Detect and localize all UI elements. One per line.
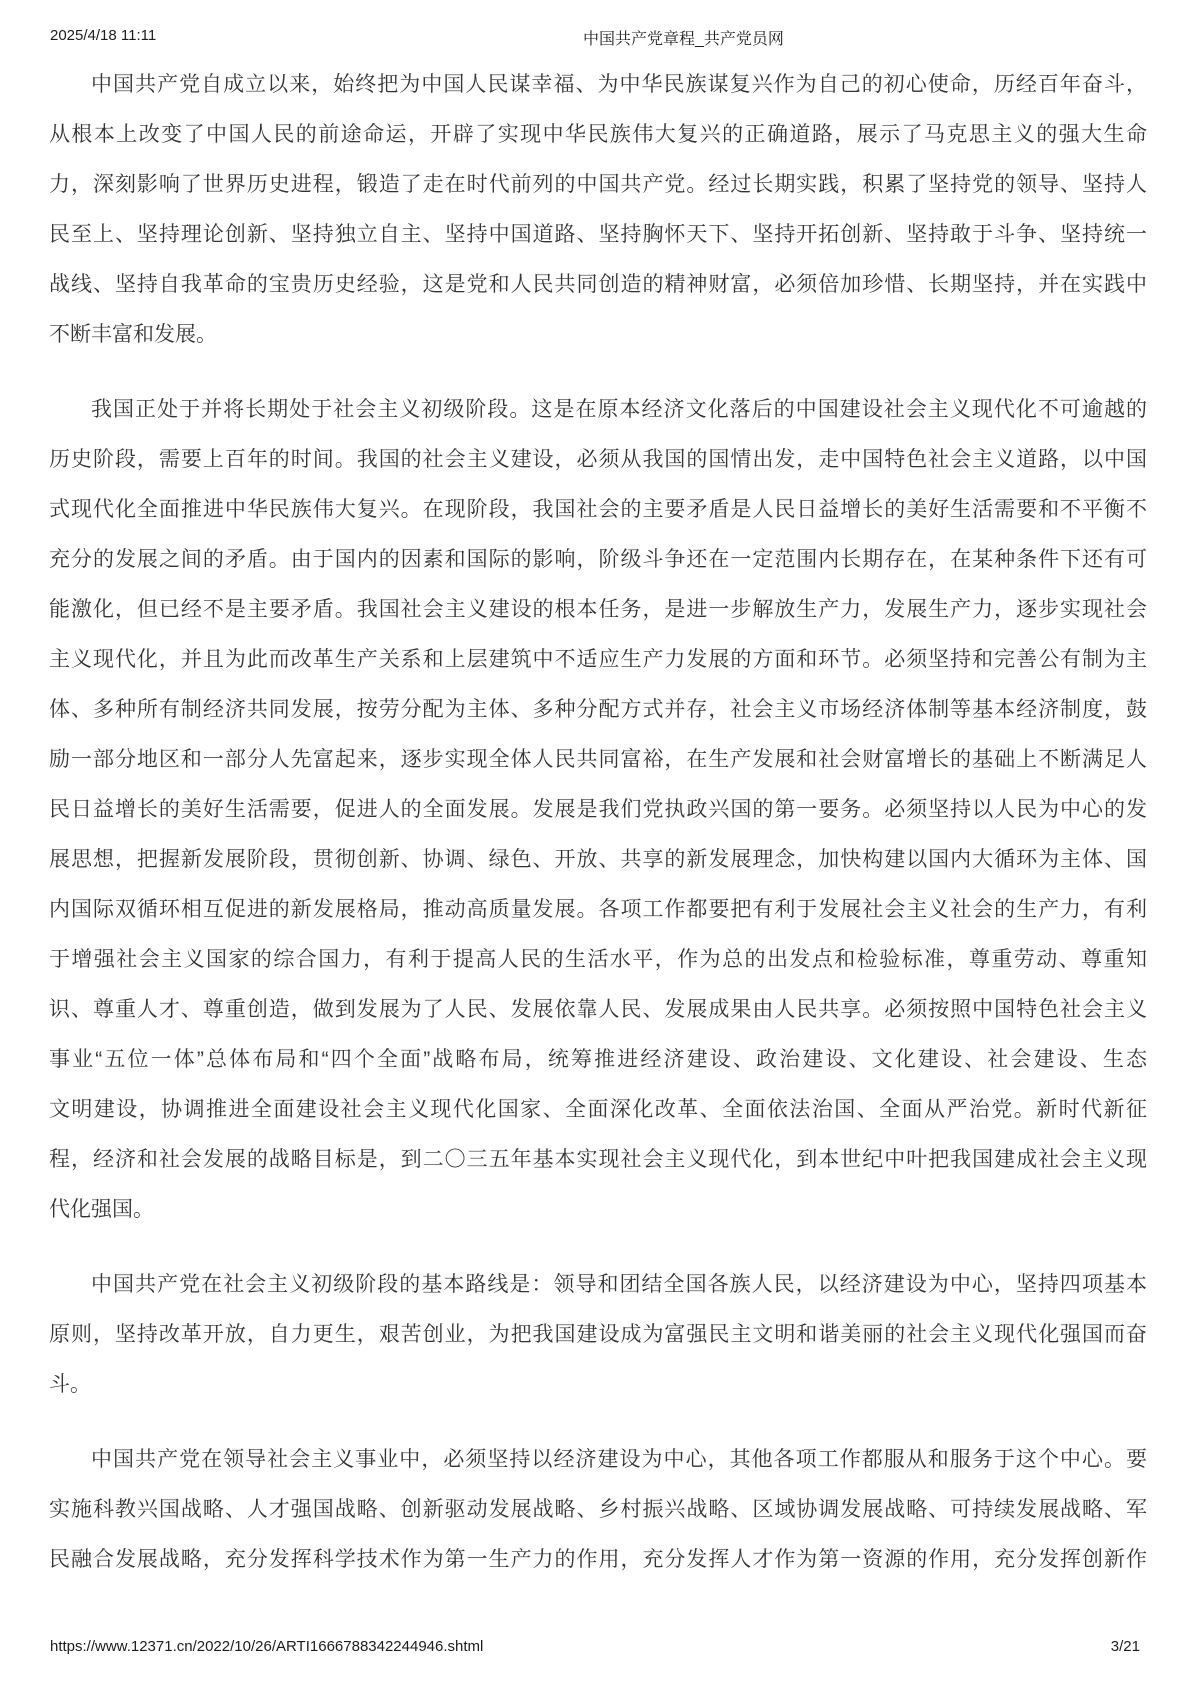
text-line: 内国际双循环相互促进的新发展格局，推动高质量发展。各项工作都要把有利于发展社会主义社会的生产力，有利 (49, 898, 1147, 921)
text-line: 事业“五位一体”总体布局和“四个全面”战略布局，统筹推进经济建设、政治建设、文化建设、社会建设、生态 (49, 1048, 1147, 1071)
paragraph (49, 60, 1147, 360)
text-line: 历史阶段，需要上百年的时间。我国的社会主义建设，必须从我国的国情出发，走中国特色社会主义道路，以中国 (49, 448, 1147, 471)
text-line: 于增强社会主义国家的综合国力，有利于提高人民的生活水平，作为总的出发点和检验标准，尊重劳动、尊重知 (49, 948, 1147, 971)
text-line: 实施科教兴国战略、人才强国战略、创新驱动发展战略、乡村振兴战略、区域协调发展战略、可持续发展战略、军 (49, 1498, 1147, 1521)
text-line: 战线、坚持自我革命的宝贵历史经验，这是党和人民共同创造的精神财富，必须倍加珍惜、长期坚持，并在实践中 (49, 273, 1147, 296)
paragraph (49, 1260, 1147, 1410)
text-line: 充分的发展之间的矛盾。由于国内的因素和国际的影响，阶级斗争还在一定范围内长期存在，在某种条件下还有可 (49, 548, 1147, 571)
text-line: 从根本上改变了中国人民的前途命运，开辟了实现中华民族伟大复兴的正确道路，展示了马克思主义的强大生命 (49, 123, 1147, 146)
print-title: 中国共产党章程_共产党员网 (583, 31, 784, 48)
text-line: 展思想，把握新发展阶段，贯彻创新、协调、绿色、开放、共享的新发展理念，加快构建以国内大循环为主体、国 (49, 848, 1147, 871)
text-line: 文明建设，协调推进全面建设社会主义现代化国家、全面深化改革、全面依法治国、全面从严治党。新时代新征 (49, 1098, 1147, 1121)
paragraph (49, 1435, 1147, 1585)
text-line: 中国共产党自成立以来，始终把为中国人民谋幸福、为中华民族谋复兴作为自己的初心使命，历经百年奋斗， (91, 73, 1147, 96)
text-line: 识、尊重人才、尊重创造，做到发展为了人民、发展依靠人民、发展成果由人民共享。必须按照中国特色社会主义 (49, 998, 1147, 1021)
text-line: 原则，坚持改革开放，自力更生，艰苦创业，为把我国建设成为富强民主文明和谐美丽的社会主义现代化强国而奋 (49, 1323, 1147, 1346)
source-url: https://www.12371.cn/2022/10/26/ARTI1666788342244946.shtml (50, 1638, 484, 1655)
text-line: 民日益增长的美好生活需要，促进人的全面发展。发展是我们党执政兴国的第一要务。必须坚持以人民为中心的发 (49, 798, 1147, 821)
page-number: 3/21 (1110, 1638, 1140, 1655)
text-line: 力，深刻影响了世界历史进程，锻造了走在时代前列的中国共产党。经过长期实践，积累了坚持党的领导、坚持人 (49, 173, 1147, 196)
document-body (49, 60, 1147, 1610)
text-line: 主义现代化，并且为此而改革生产关系和上层建筑中不适应生产力发展的方面和环节。必须坚持和完善公有制为主 (49, 648, 1147, 671)
text-line: 程，经济和社会发展的战略目标是，到二〇三五年基本实现社会主义现代化，到本世纪中叶把我国建成社会主义现 (49, 1148, 1147, 1171)
text-line: 式现代化全面推进中华民族伟大复兴。在现阶段，我国社会的主要矛盾是人民日益增长的美好生活需要和不平衡不 (49, 498, 1147, 521)
text-line: 励一部分地区和一部分人先富起来，逐步实现全体人民共同富裕，在生产发展和社会财富增长的基础上不断满足人 (49, 748, 1147, 771)
print-datetime: 2025/4/18 11:11 (50, 27, 157, 44)
text-line: 代化强国。 (49, 1198, 154, 1221)
text-line: 斗。 (49, 1373, 91, 1396)
text-line: 能激化，但已经不是主要矛盾。我国社会主义建设的根本任务，是进一步解放生产力，发展生产力，逐步实现社会 (49, 598, 1147, 621)
text-line: 民至上、坚持理论创新、坚持独立自主、坚持中国道路、坚持胸怀天下、坚持开拓创新、坚持敢于斗争、坚持统一 (49, 223, 1147, 246)
text-line: 中国共产党在领导社会主义事业中，必须坚持以经济建设为中心，其他各项工作都服从和服务于这个中心。要 (91, 1448, 1147, 1471)
text-line: 我国正处于并将长期处于社会主义初级阶段。这是在原本经济文化落后的中国建设社会主义现代化不可逾越的 (91, 398, 1147, 421)
text-line: 中国共产党在社会主义初级阶段的基本路线是：领导和团结全国各族人民，以经济建设为中心，坚持四项基本 (91, 1273, 1147, 1296)
text-line: 不断丰富和发展。 (49, 323, 217, 346)
text-line: 体、多种所有制经济共同发展，按劳分配为主体、多种分配方式并存，社会主义市场经济体制等基本经济制度，鼓 (49, 698, 1147, 721)
text-line: 民融合发展战略，充分发挥科学技术作为第一生产力的作用，充分发挥人才作为第一资源的作用，充分发挥创新作 (49, 1548, 1147, 1571)
paragraph (49, 385, 1147, 1235)
